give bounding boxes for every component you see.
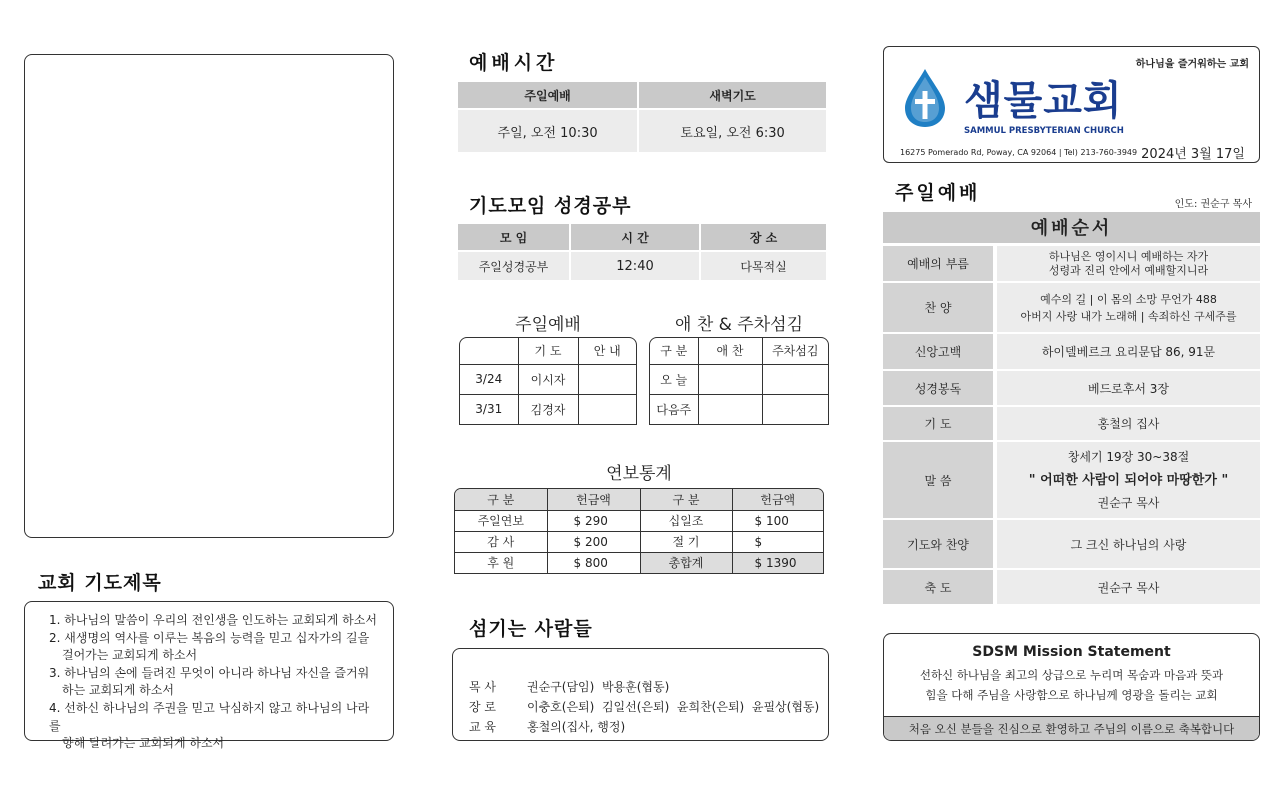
study-cell: 주일성경공부 — [457, 251, 570, 281]
order-row — [883, 406, 1260, 441]
order-line: 성령과 진리 안에서 예배할지니라 — [1048, 263, 1209, 277]
sunday-duty-table — [459, 337, 637, 425]
duty-cell: 3/31 — [460, 394, 518, 424]
order-label: 기 도 — [883, 406, 995, 441]
bible-study-title: 기도모임 성경공부 — [455, 189, 665, 219]
mission-line: 선하신 하나님을 최고의 상급으로 누리며 목숨과 마음과 뜻과 — [919, 668, 1224, 682]
offering-cell: $ 800 — [547, 552, 640, 573]
prayer-item: 2. 새생명의 역사를 이루는 복음의 능력을 믿고 십자가의 길을 — [49, 630, 370, 645]
header-cell: 헌금액 — [732, 489, 823, 510]
sunday-service-title: 주일예배 — [881, 176, 1031, 206]
study-cell: 12:40 — [570, 251, 700, 281]
header-cell: 안 내 — [578, 338, 636, 364]
offering-title: 연보통계 — [606, 464, 672, 484]
order-row — [883, 282, 1260, 333]
server-row — [469, 677, 828, 697]
order-row — [883, 333, 1260, 370]
bible-study-table — [456, 222, 828, 282]
duty-cell — [578, 394, 636, 424]
sermon-title: " 어떠한 사람이 되어야 마땅한가 " — [1028, 472, 1229, 488]
header-cell: 구 분 — [650, 338, 698, 364]
header-cell: 시 간 — [570, 223, 700, 251]
church-logo-icon — [902, 67, 948, 129]
order-row — [883, 246, 1260, 282]
offering-cell: $ 100 — [732, 510, 823, 531]
duty-cell: 이시자 — [518, 364, 578, 394]
duty-cell — [698, 394, 762, 424]
header-cell: 주차섬김 — [762, 338, 828, 364]
mission-title: SDSM Mission Statement — [972, 644, 1171, 660]
service-leader: 인도: 권순구 목사 — [1174, 199, 1252, 210]
welcome-banner: 처음 오신 분들을 진심으로 환영하고 주님의 이름으로 축복합니다 — [884, 716, 1259, 740]
order-value: 하이델베르크 요리문답 86, 91문 — [995, 333, 1260, 370]
order-line: 하나님은 영이시니 예배하는 자가 — [1048, 249, 1209, 263]
duty-cell: 다음주 — [650, 394, 698, 424]
order-value: 홍철의 집사 — [995, 406, 1260, 441]
servers-box — [452, 648, 829, 741]
order-label: 신앙고백 — [883, 333, 995, 370]
time-cell: 주일, 오전 10:30 — [457, 109, 638, 153]
prayer-topics-title: 교회 기도제목 — [24, 566, 174, 596]
prayer-item: 하는 교회되게 하소서 — [62, 683, 174, 698]
prayer-item: 걸어가는 교회되게 하소서 — [62, 648, 198, 663]
order-line: 창세기 19장 30~38절 — [1067, 449, 1190, 464]
order-row — [883, 370, 1260, 406]
offering-cell: 감 사 — [455, 531, 547, 552]
prayer-item: 1. 하나님의 말씀이 우리의 전인생을 인도하는 교회되게 하소서 — [49, 613, 377, 627]
header-cell: 새벽기도 — [638, 81, 827, 109]
duty-cell — [762, 364, 828, 394]
offering-cell: 절 기 — [640, 531, 732, 552]
study-cell: 다목적실 — [700, 251, 827, 281]
order-label: 기도와 찬양 — [883, 519, 995, 569]
order-value — [995, 246, 1260, 282]
worship-times-table — [456, 80, 828, 154]
order-label: 찬 양 — [883, 282, 995, 333]
duty-cell — [578, 364, 636, 394]
address: 16275 Pomerado Rd, Poway, CA 92064 | Tel) 213-760-3949 — [900, 148, 1138, 157]
order-row — [883, 569, 1260, 605]
worship-times-title: 예배시간 — [455, 46, 605, 76]
prayer-topics-box — [24, 601, 394, 751]
duty-cell — [762, 394, 828, 424]
bulletin-date: 2024년 3월 17일 — [1141, 147, 1245, 162]
server-role: 장 로 — [469, 700, 496, 714]
header-cell: 주일예배 — [457, 81, 638, 109]
offering-total-value: $ 1390 — [732, 552, 823, 573]
offering-cell: $ 290 — [547, 510, 640, 531]
slogan: 하나님을 즐거워하는 교회 — [1135, 59, 1249, 70]
server-role: 목 사 — [469, 680, 496, 694]
church-name: 샘물교회 — [964, 78, 1123, 124]
header-cell: 구 분 — [640, 489, 732, 510]
order-label: 성경봉독 — [883, 370, 995, 406]
duty-cell — [698, 364, 762, 394]
blank-notes-box — [24, 54, 394, 538]
time-cell: 토요일, 오전 6:30 — [638, 109, 827, 153]
duty-cell: 오 늘 — [650, 364, 698, 394]
server-role: 교 육 — [469, 720, 496, 734]
church-header-box — [883, 46, 1260, 163]
church-name-en: SAMMUL PRESBYTERIAN CHURCH — [964, 126, 1124, 136]
header-cell: 구 분 — [455, 489, 547, 510]
duty-cell: 3/24 — [460, 364, 518, 394]
offering-total-label: 총합계 — [640, 552, 732, 573]
servers-title: 섬기는 사람들 — [455, 612, 615, 642]
order-title: 예배순서 — [883, 212, 1260, 246]
server-row — [469, 717, 828, 737]
order-line: 권순구 목사 — [1097, 495, 1160, 510]
header-cell: 헌금액 — [547, 489, 640, 510]
duty-cell: 김경자 — [518, 394, 578, 424]
server-names: 권순구(담임) 박용훈(협동) — [527, 680, 670, 694]
server-names: 이충호(은퇴) 김일선(은퇴) 윤희찬(은퇴) 윤필상(협동) — [527, 700, 820, 714]
header-cell: 기 도 — [518, 338, 578, 364]
order-line: 예수의 길 | 이 몸의 소망 무언가 488 — [1040, 292, 1217, 306]
offering-cell: 십일조 — [640, 510, 732, 531]
offering-table — [454, 488, 824, 574]
offering-cell: $ 200 — [547, 531, 640, 552]
praise-parking-table — [649, 337, 829, 425]
prayer-item: 4. 선하신 하나님의 주권을 믿고 낙심하지 않고 하나님의 나라를 — [49, 700, 370, 733]
order-line: 아버지 사랑 내가 노래해 | 속죄하신 구세주를 — [1020, 309, 1237, 323]
order-label: 축 도 — [883, 569, 995, 605]
praise-parking-title: 애 찬 & 주차섬김 — [675, 315, 803, 335]
order-value — [995, 441, 1260, 519]
header-cell — [460, 338, 518, 364]
order-value — [995, 282, 1260, 333]
service-order-table — [883, 212, 1260, 606]
header-cell: 장 소 — [700, 223, 827, 251]
server-row — [469, 697, 828, 717]
sunday-duty-title: 주일예배 — [515, 315, 581, 335]
mission-box — [883, 633, 1260, 741]
offering-cell: 후 원 — [455, 552, 547, 573]
header-cell: 모 임 — [457, 223, 570, 251]
prayer-item: 향해 달려가는 교회되게 하소서 — [62, 736, 225, 751]
order-label: 말 씀 — [883, 441, 995, 519]
order-row — [883, 519, 1260, 569]
order-value: 그 크신 하나님의 사랑 — [995, 519, 1260, 569]
mission-line: 힘을 다해 주님을 사랑함으로 하나님께 영광을 돌리는 교회 — [925, 688, 1218, 702]
order-value: 권순구 목사 — [995, 569, 1260, 605]
offering-cell: $ — [732, 531, 823, 552]
prayer-item: 3. 하나님의 손에 들려진 무엇이 아니라 하나님 자신을 즐거워 — [49, 665, 370, 680]
offering-cell: 주일연보 — [455, 510, 547, 531]
server-names: 홍철의(집사, 행정) — [527, 720, 626, 734]
order-row — [883, 441, 1260, 519]
header-cell: 애 찬 — [698, 338, 762, 364]
order-label: 예배의 부름 — [883, 246, 995, 282]
order-value: 베드로후서 3장 — [995, 370, 1260, 406]
